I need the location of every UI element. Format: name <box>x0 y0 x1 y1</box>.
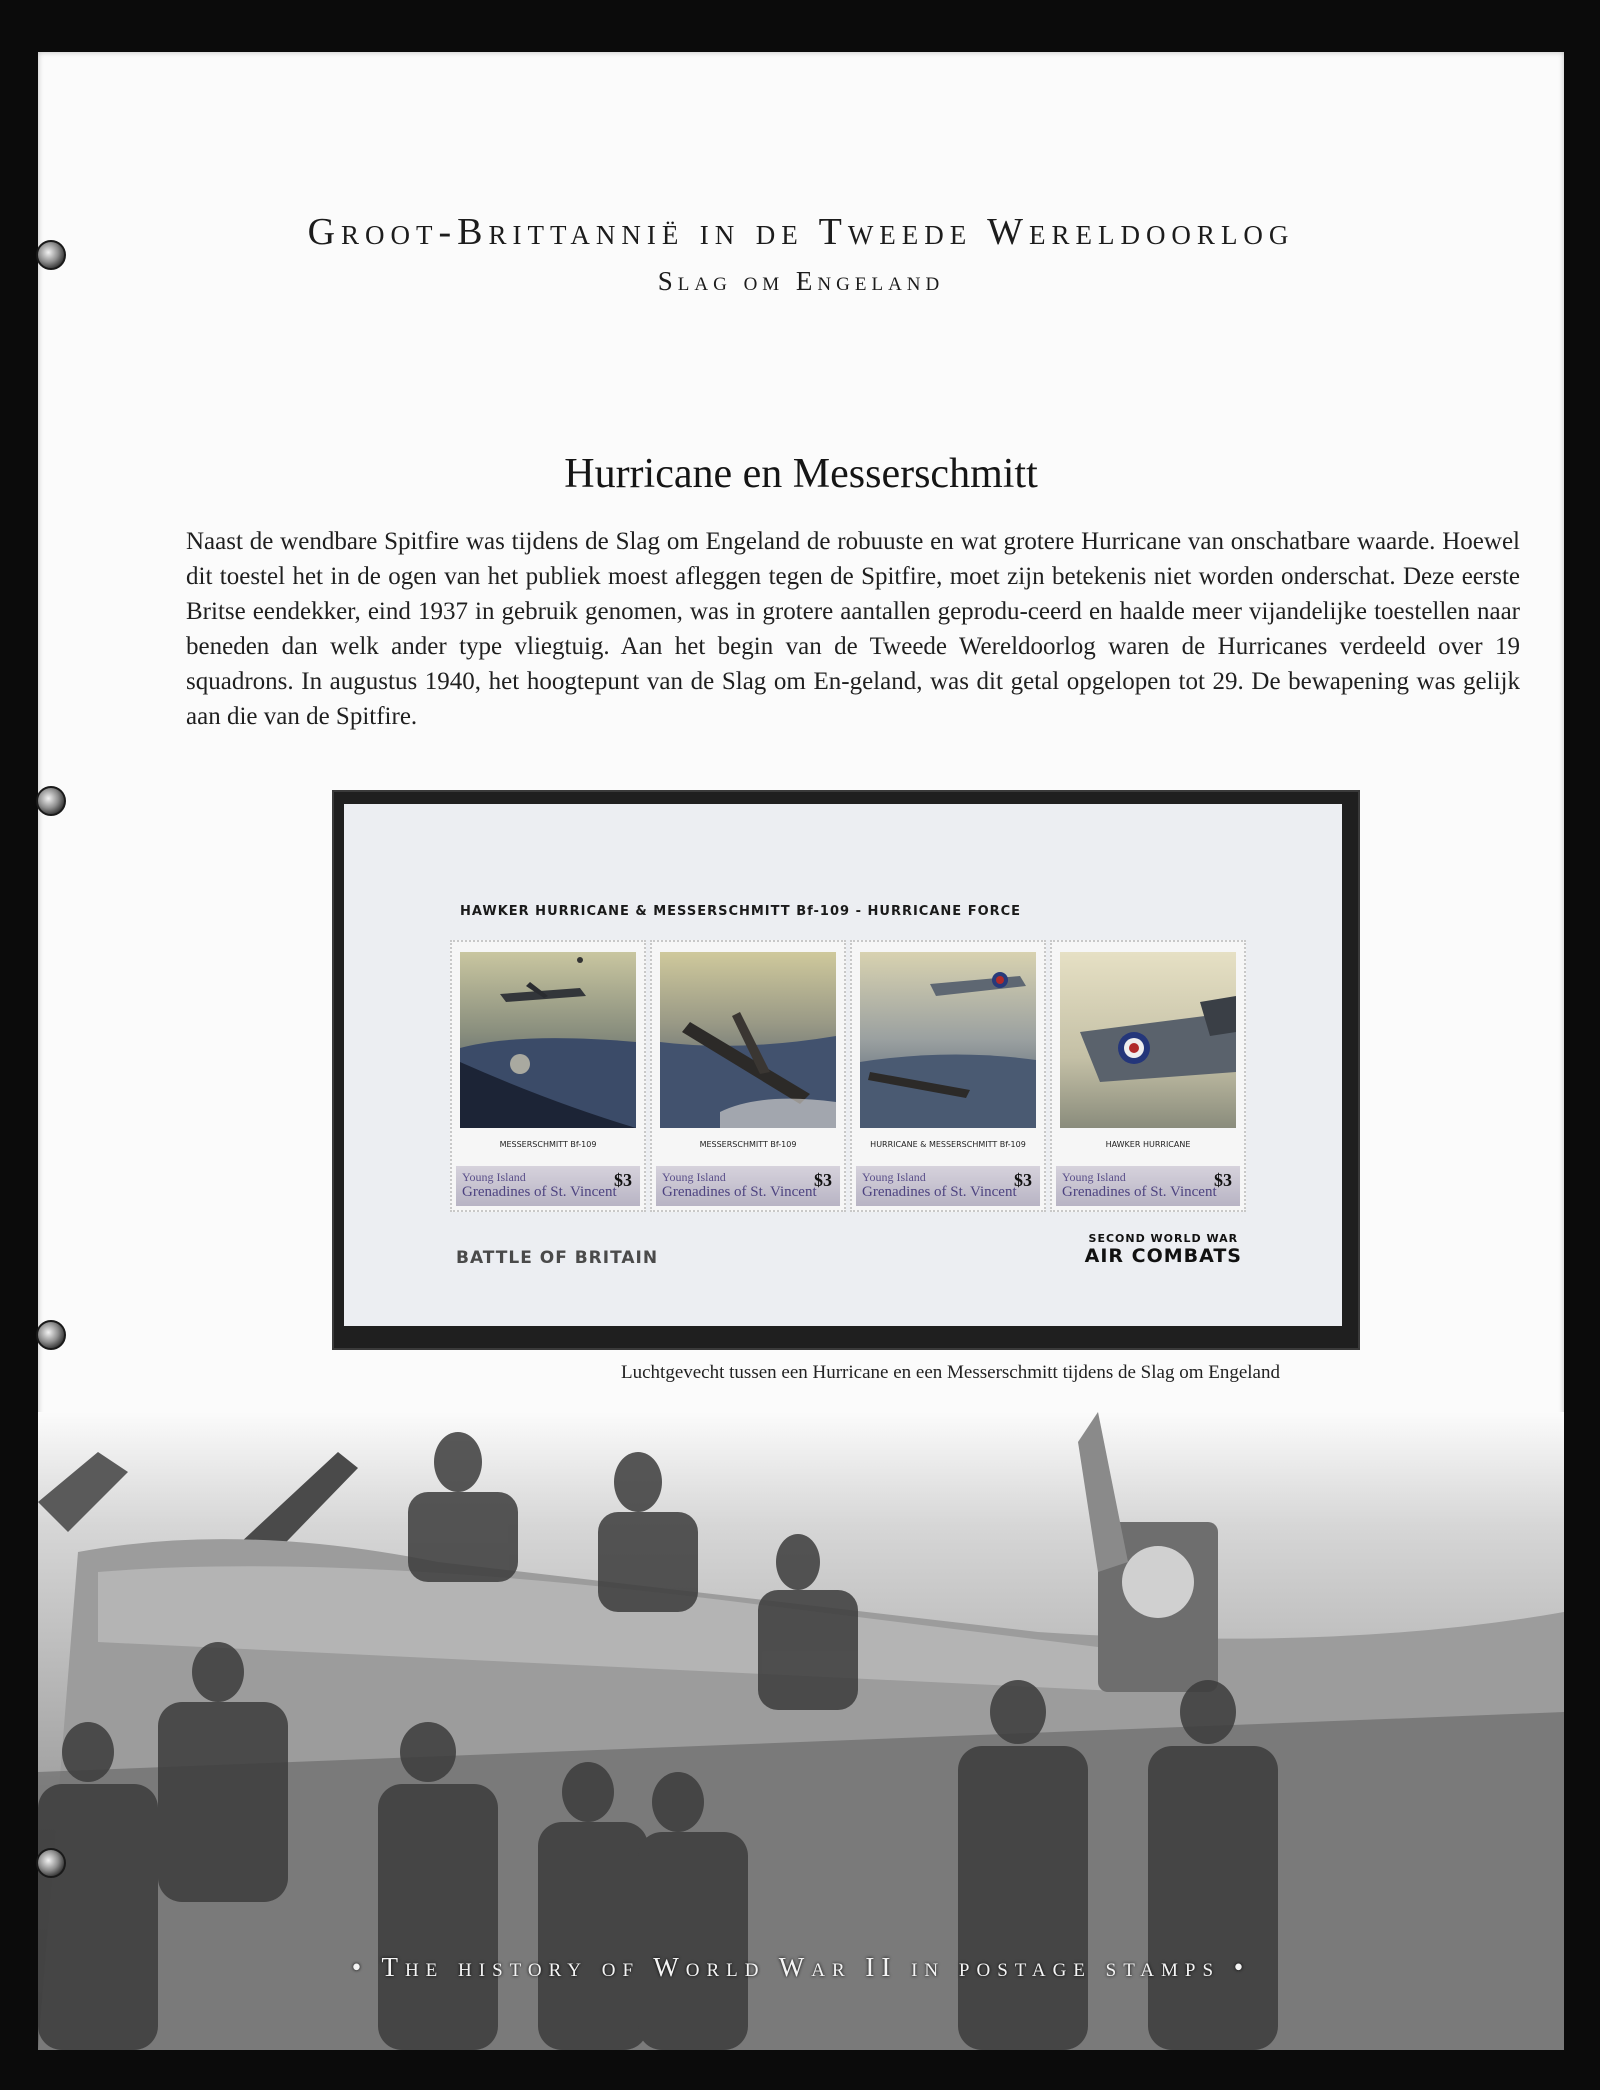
stamp-island: Young Island <box>662 1170 726 1184</box>
stamp-country: Grenadines of St. Vincent <box>662 1184 817 1200</box>
page-footer: • The history of World War II in postage stamps • <box>351 1952 1251 1982</box>
binder-ring <box>36 1848 66 1878</box>
body-paragraph: Naast de wendbare Spitfire was tijdens de Slag om Engeland de robuuste en wat grotere Hurricane van onschatbare waarde. Hoewel dit toestel het in de ogen van het publiek moest afleggen tegen de Spitfire, moet zijn betekenis niet worden onderschat. Deze eerste Britse eendekker, eind 1937 in gebruik genomen, was in grotere aantallen geprodu-ceerd en haalde meer vijandelijke toestellen naar beneden dan welk ander type vliegtuig. Aan het begin van de Tweede Wereldoorlog waren de Hurricanes verdeeld over 19 squadrons. In augustus 1940, het hoogtepunt van de Slag om En-geland, was dit getal opgelopen tot 29. De bewapening was gelijk aan die van de Spitfire. <box>186 528 1520 730</box>
stamp-value: $3 <box>814 1170 832 1190</box>
stamp-footer <box>456 1166 640 1206</box>
stamp-artwork <box>860 952 1036 1128</box>
stamp-island: Young Island <box>1062 1170 1126 1184</box>
stamp-value: $3 <box>1214 1170 1232 1190</box>
stamp-footer <box>1056 1166 1240 1206</box>
binder-ring <box>36 1320 66 1350</box>
stamp-value: $3 <box>614 1170 632 1190</box>
stamp-artwork <box>460 952 636 1128</box>
binder-ring <box>36 786 66 816</box>
binder-ring <box>36 240 66 270</box>
stamp-artwork <box>660 952 836 1128</box>
album-page <box>38 52 1564 2050</box>
stamp-country: Grenadines of St. Vincent <box>462 1184 617 1200</box>
stamp-row <box>450 940 1252 1212</box>
sheet-title: HAWKER HURRICANE & MESSERSCHMITT Bf-109 - HURRICANE FORCE <box>460 904 1022 919</box>
air-combats-label <box>1085 1232 1242 1267</box>
stamp-island: Young Island <box>462 1170 526 1184</box>
stamp <box>850 940 1046 1212</box>
stamp-value: $3 <box>1014 1170 1032 1190</box>
stamp-caption: MESSERSCHMITT Bf-109 <box>499 1140 597 1149</box>
stamp-caption: HAWKER HURRICANE <box>1105 1140 1191 1149</box>
stamp <box>450 940 646 1212</box>
stamp-footer <box>656 1166 840 1206</box>
stamp-country: Grenadines of St. Vincent <box>862 1184 1017 1200</box>
second-world-war-text: SECOND WORLD WAR <box>1088 1232 1239 1245</box>
stamp <box>650 940 846 1212</box>
page-title: Hurricane en Messerschmitt <box>564 451 1038 497</box>
stamp-country: Grenadines of St. Vincent <box>1062 1184 1217 1200</box>
stamp-caption: MESSERSCHMITT Bf-109 <box>699 1140 797 1149</box>
page-header-title: Groot-Brittannië in de Tweede Wereldoorlog <box>307 211 1295 253</box>
stamp-footer <box>856 1166 1040 1206</box>
stamp-mount <box>332 790 1360 1350</box>
stamp-island: Young Island <box>862 1170 926 1184</box>
page-header-subtitle: Slag om Engeland <box>657 266 945 296</box>
battle-of-britain-label: BATTLE OF BRITAIN <box>456 1248 659 1268</box>
stamp-caption: HURRICANE & MESSERSCHMITT Bf-109 <box>870 1140 1026 1149</box>
stamp-artwork <box>1060 952 1236 1128</box>
stamp-caption-text: Luchtgevecht tussen een Hurricane en een Messerschmitt tijdens de Slag om Engeland <box>621 1362 1280 1383</box>
stamp-souvenir-sheet <box>344 804 1342 1326</box>
air-combats-text: AIR COMBATS <box>1084 1245 1242 1267</box>
stamp <box>1050 940 1246 1212</box>
